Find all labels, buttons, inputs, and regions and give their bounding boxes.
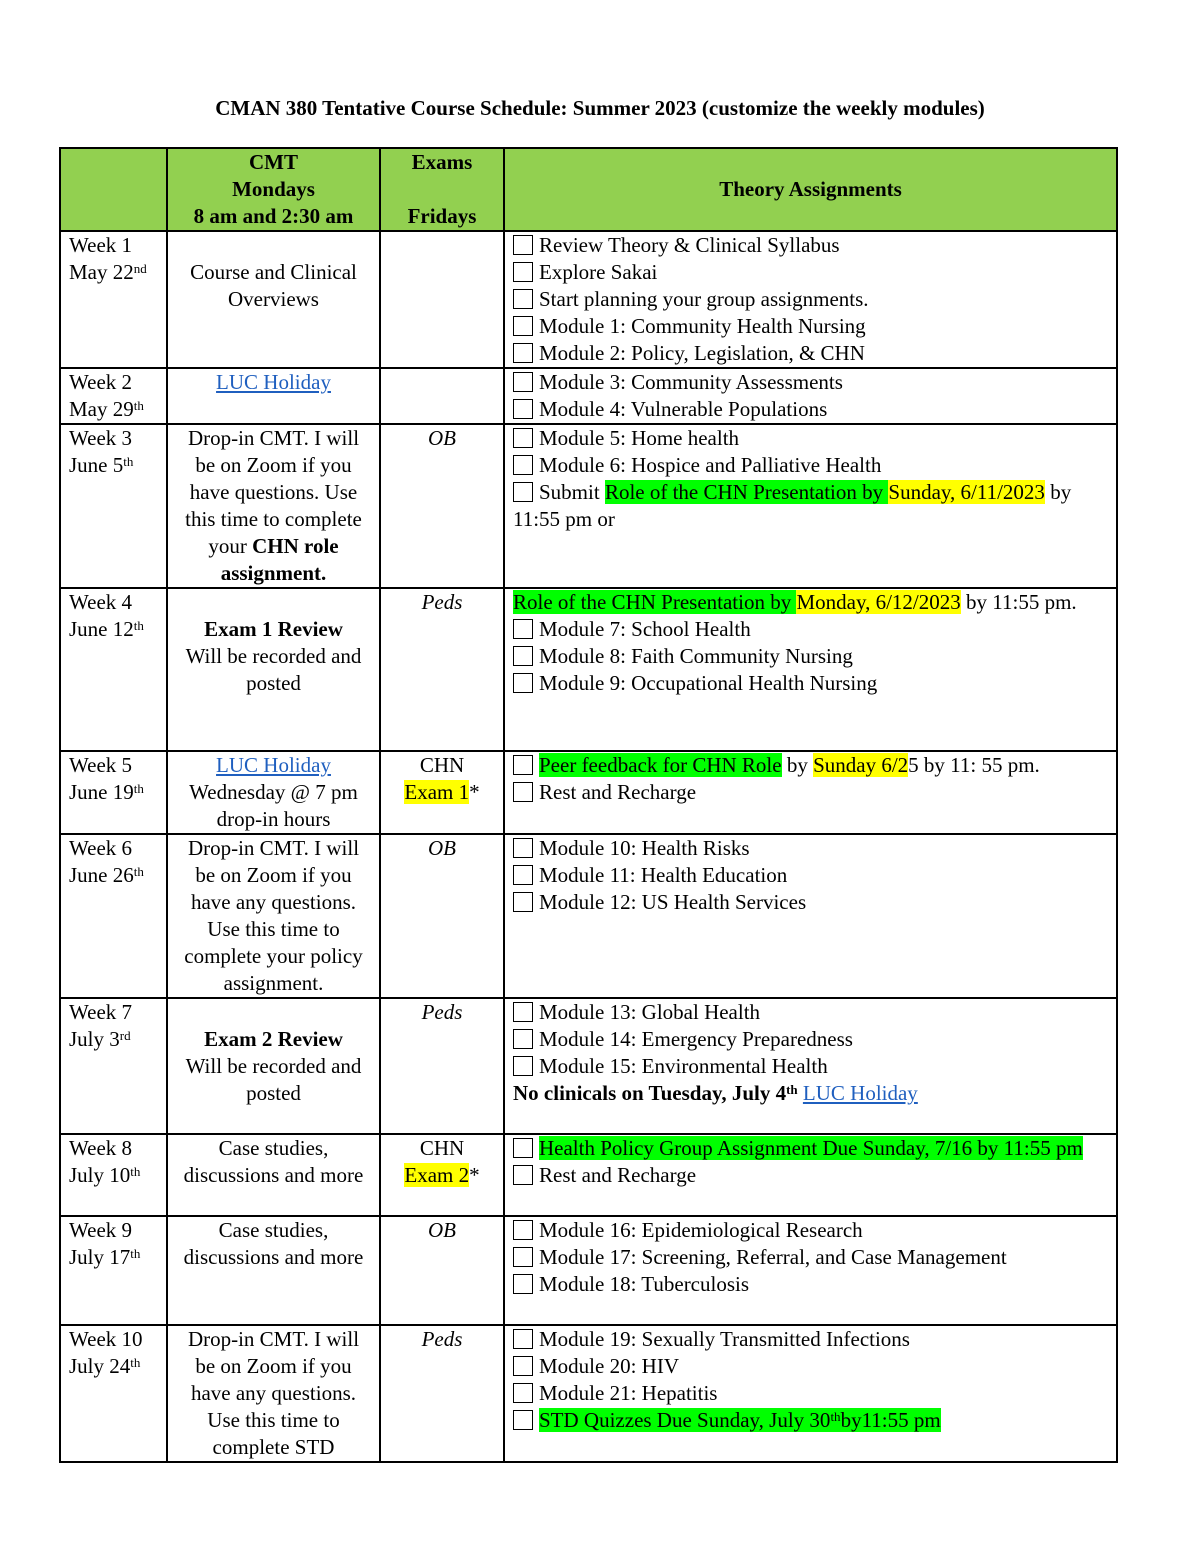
week-date: May 29th — [69, 397, 144, 421]
week-date: June 26th — [69, 863, 144, 887]
table-row — [60, 1134, 1117, 1216]
week-cell — [60, 231, 167, 368]
week-label: Week 10 — [69, 1327, 143, 1351]
list-item: Module 20: HIV — [513, 1353, 1108, 1380]
table-row — [60, 368, 1117, 424]
cmt-cell: Drop-in CMT. I will be on Zoom if you have questions. Use this time to complete your CHN role assignment. — [167, 424, 380, 588]
exam-cell — [380, 231, 504, 368]
checkbox[interactable] — [513, 1165, 533, 1185]
list-item: Module 17: Screening, Referral, and Case Management — [513, 1244, 1108, 1271]
week-date: June 19th — [69, 780, 144, 804]
cmt-text: Course and Clinical Overviews — [190, 260, 357, 311]
table-row — [60, 231, 1117, 368]
luc-holiday-link[interactable]: LUC Holiday — [802, 1081, 918, 1105]
exam-cell: Peds — [380, 1325, 504, 1462]
checkbox[interactable] — [513, 343, 533, 363]
week-date: July 10th — [69, 1163, 141, 1187]
cmt-cell — [167, 231, 380, 368]
list-item: Explore Sakai — [513, 259, 1108, 286]
list-item: Module 7: School Health — [513, 616, 1108, 643]
list-item: Module 5: Home health — [513, 425, 1108, 452]
theory-cell — [504, 1216, 1117, 1325]
theory-cell — [504, 368, 1117, 424]
checkbox[interactable] — [513, 619, 533, 639]
header-cmt-line1: CMT — [249, 150, 298, 174]
list-item: Module 15: Environmental Health — [513, 1053, 1108, 1080]
list-item: Module 11: Health Education — [513, 862, 1108, 889]
header-exams-line3: Fridays — [407, 204, 477, 228]
luc-holiday-link[interactable]: LUC Holiday — [216, 753, 331, 777]
checkbox[interactable] — [513, 838, 533, 858]
checkbox[interactable] — [513, 1029, 533, 1049]
week-cell — [60, 998, 167, 1134]
checkbox[interactable] — [513, 262, 533, 282]
list-item: Module 2: Policy, Legislation, & CHN — [513, 340, 1108, 367]
checkbox[interactable] — [513, 289, 533, 309]
theory-cell — [504, 834, 1117, 998]
checkbox[interactable] — [513, 455, 533, 475]
exam-cell: CHN Exam 2* — [380, 1134, 504, 1216]
cmt-cell — [167, 368, 380, 424]
exam-cell: OB — [380, 834, 504, 998]
checkbox[interactable] — [513, 399, 533, 419]
week-label: Week 6 — [69, 836, 133, 860]
week-date: July 24th — [69, 1354, 141, 1378]
list-item: Module 4: Vulnerable Populations — [513, 396, 1108, 423]
list-item: Module 13: Global Health — [513, 999, 1108, 1026]
checkbox[interactable] — [513, 235, 533, 255]
exam-cell: Peds — [380, 998, 504, 1134]
checkbox[interactable] — [513, 1383, 533, 1403]
header-cmt-line3: 8 am and 2:30 am — [193, 204, 354, 228]
header-week — [60, 148, 167, 231]
cmt-cell: Exam 1 Review Will be recorded and posted — [167, 588, 380, 751]
week-label: Week 2 — [69, 370, 133, 394]
list-item: Role of the CHN Presentation by Monday, 6/12/2023 by 11:55 pm. — [513, 590, 1077, 614]
week-date: June 12th — [69, 617, 144, 641]
week-date: July 17th — [69, 1245, 141, 1269]
list-item: Module 8: Faith Community Nursing — [513, 643, 1108, 670]
checkbox[interactable] — [513, 646, 533, 666]
cmt-cell: Exam 2 Review Will be recorded and posted — [167, 998, 380, 1134]
list-item: Module 6: Hospice and Palliative Health — [513, 452, 1108, 479]
week-label: Week 1 — [69, 233, 133, 257]
table-row — [60, 424, 1117, 588]
week-cell — [60, 424, 167, 588]
list-item: Health Policy Group Assignment Due Sunday, 7/16 by 11:55 pm — [513, 1135, 1108, 1162]
checkbox[interactable] — [513, 482, 533, 502]
list-item: Module 19: Sexually Transmitted Infections — [513, 1326, 1108, 1353]
week-cell — [60, 751, 167, 834]
week-date: May 22nd — [69, 260, 147, 284]
luc-holiday-link[interactable]: LUC Holiday — [216, 370, 331, 394]
list-item: STD Quizzes Due Sunday, July 30thby11:55 pm — [513, 1407, 1108, 1434]
checkbox[interactable] — [513, 316, 533, 336]
week-label: Week 7 — [69, 1000, 133, 1024]
week-cell — [60, 368, 167, 424]
week-cell — [60, 1216, 167, 1325]
checkbox[interactable] — [513, 755, 533, 775]
week-cell — [60, 834, 167, 998]
exam-cell: CHN Exam 1* — [380, 751, 504, 834]
week-cell — [60, 588, 167, 751]
list-item: Module 1: Community Health Nursing — [513, 313, 1108, 340]
theory-cell — [504, 751, 1117, 834]
week-label: Week 9 — [69, 1218, 133, 1242]
table-row — [60, 1325, 1117, 1462]
theory-cell — [504, 1325, 1117, 1462]
exam-cell: OB — [380, 1216, 504, 1325]
clinical-note: No clinicals on Tuesday, July 4th LUC Holiday — [513, 1081, 918, 1105]
checkbox[interactable] — [513, 1274, 533, 1294]
page-title: CMAN 380 Tentative Course Schedule: Summer 2023 (customize the weekly modules) — [215, 96, 985, 120]
checkbox[interactable] — [513, 1220, 533, 1240]
week-cell — [60, 1134, 167, 1216]
cmt-cell: Case studies, discussions and more — [167, 1134, 380, 1216]
week-label: Week 4 — [69, 590, 133, 614]
week-cell — [60, 1325, 167, 1462]
exam-cell: OB — [380, 424, 504, 588]
checkbox[interactable] — [513, 1002, 533, 1022]
table-row — [60, 588, 1117, 751]
list-item: Submit Role of the CHN Presentation by Sunday, 6/11/2023 by 11:55 pm or — [513, 480, 1072, 531]
schedule-table — [59, 147, 1118, 1463]
checkbox[interactable] — [513, 1329, 533, 1349]
list-item: Peer feedback for CHN Role by Sunday 6/25 by 11: 55 pm. — [513, 752, 1108, 779]
list-item: Rest and Recharge — [513, 1162, 1108, 1189]
checkbox[interactable] — [513, 865, 533, 885]
week-label: Week 3 — [69, 426, 133, 450]
list-item: Rest and Recharge — [513, 779, 1108, 806]
header-row — [60, 148, 1117, 231]
table-row — [60, 834, 1117, 998]
exam-cell: Peds — [380, 588, 504, 751]
header-exams-line1: Exams — [411, 150, 473, 174]
week-label: Week 8 — [69, 1136, 133, 1160]
theory-cell — [504, 424, 1117, 588]
exam-cell — [380, 368, 504, 424]
table-row — [60, 998, 1117, 1134]
list-item: Module 21: Hepatitis — [513, 1380, 1108, 1407]
checkbox[interactable] — [513, 1056, 533, 1076]
table-row — [60, 1216, 1117, 1325]
cmt-cell: Case studies, discussions and more — [167, 1216, 380, 1325]
list-item: Module 3: Community Assessments — [513, 369, 1108, 396]
checkbox[interactable] — [513, 1247, 533, 1267]
header-theory: Theory Assignments — [504, 148, 1117, 231]
checkbox[interactable] — [513, 782, 533, 802]
theory-cell — [504, 1134, 1117, 1216]
checkbox[interactable] — [513, 892, 533, 912]
week-label: Week 5 — [69, 753, 133, 777]
list-item: Start planning your group assignments. — [513, 286, 1108, 313]
list-item: Module 16: Epidemiological Research — [513, 1217, 1108, 1244]
list-item: Module 10: Health Risks — [513, 835, 1108, 862]
theory-cell — [504, 588, 1117, 751]
header-exams — [380, 148, 504, 231]
cmt-cell: Drop-in CMT. I will be on Zoom if you have any questions. Use this time to complete STD — [167, 1325, 380, 1462]
header-cmt — [167, 148, 380, 231]
list-item: Module 12: US Health Services — [513, 889, 1108, 916]
header-exams-line2 — [389, 176, 495, 203]
theory-cell — [504, 231, 1117, 368]
cmt-cell: LUC Holiday Wednesday @ 7 pm drop-in hours — [167, 751, 380, 834]
week-date: July 3rd — [69, 1027, 131, 1051]
list-item: Module 14: Emergency Preparedness — [513, 1026, 1108, 1053]
header-cmt-line2: Mondays — [232, 177, 315, 201]
week-date: June 5th — [69, 453, 134, 477]
table-row — [60, 751, 1117, 834]
list-item: Review Theory & Clinical Syllabus — [513, 232, 1108, 259]
theory-cell — [504, 998, 1117, 1134]
list-item: Module 18: Tuberculosis — [513, 1271, 1108, 1298]
list-item: Module 9: Occupational Health Nursing — [513, 670, 1108, 697]
checkbox[interactable] — [513, 1138, 533, 1158]
checkbox[interactable] — [513, 673, 533, 693]
checkbox[interactable] — [513, 1410, 533, 1430]
checkbox[interactable] — [513, 372, 533, 392]
checkbox[interactable] — [513, 1356, 533, 1376]
checkbox[interactable] — [513, 428, 533, 448]
cmt-cell: Drop-in CMT. I will be on Zoom if you have any questions. Use this time to complete your policy assignment. — [167, 834, 380, 998]
